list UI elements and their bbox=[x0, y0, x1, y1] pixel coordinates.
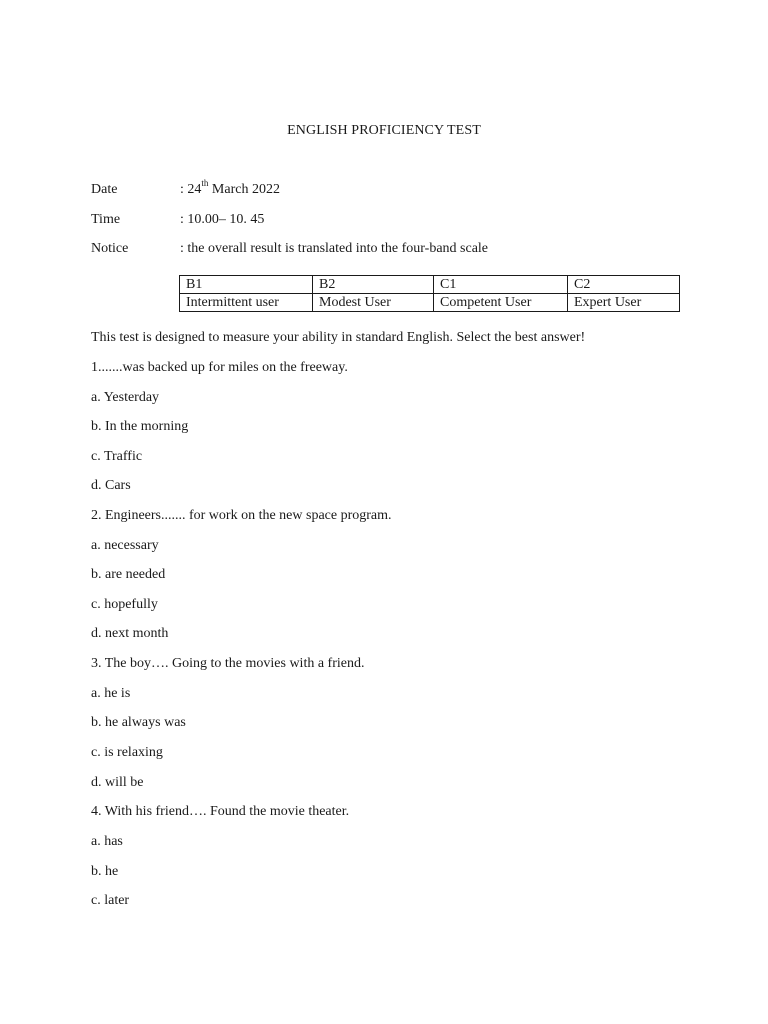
band-level-row bbox=[180, 276, 680, 294]
time-value: : 10.00– 10. 45 bbox=[180, 212, 265, 227]
band-description-row bbox=[180, 294, 680, 312]
band-level-cell: B2 bbox=[313, 276, 434, 294]
q2-option-c: c. hopefully bbox=[91, 597, 158, 612]
document-title: ENGLISH PROFICIENCY TEST bbox=[287, 123, 481, 138]
band-level-cell: C1 bbox=[434, 276, 568, 294]
q1-option-d: d. Cars bbox=[91, 478, 131, 493]
q2-option-b: b. are needed bbox=[91, 567, 166, 582]
question-2: 2. Engineers....... for work on the new space program. bbox=[91, 508, 392, 523]
q2-option-d: d. next month bbox=[91, 626, 169, 641]
band-description-cell: Intermittent user bbox=[180, 294, 313, 312]
date-value: : 24th March 2022 bbox=[180, 178, 280, 197]
q4-option-c: c. later bbox=[91, 893, 130, 908]
notice-label: Notice bbox=[91, 241, 129, 256]
notice-row bbox=[91, 239, 488, 259]
q1-option-a: a. Yesterday bbox=[91, 390, 160, 405]
q2-option-a: a. necessary bbox=[91, 538, 159, 553]
question-1: 1.......was backed up for miles on the freeway. bbox=[91, 360, 348, 375]
notice-value: : the overall result is translated into the four-band scale bbox=[180, 241, 489, 256]
q4-option-a: a. has bbox=[91, 834, 123, 849]
question-3: 3. The boy…. Going to the movies with a friend. bbox=[91, 656, 365, 671]
time-row bbox=[91, 210, 264, 230]
q1-option-c: c. Traffic bbox=[91, 449, 143, 464]
band-description-cell: Modest User bbox=[313, 294, 434, 312]
date-row bbox=[91, 180, 280, 200]
q4-option-b: b. he bbox=[91, 864, 119, 879]
band-description-cell: Competent User bbox=[434, 294, 568, 312]
instructions: This test is designed to measure your ability in standard English. Select the best answer! bbox=[91, 330, 586, 345]
q3-option-a: a. he is bbox=[91, 686, 131, 701]
band-scale-table bbox=[179, 275, 680, 312]
question-4: 4. With his friend…. Found the movie theater. bbox=[91, 804, 350, 819]
band-description-cell: Expert User bbox=[568, 294, 680, 312]
band-level-cell: C2 bbox=[568, 276, 680, 294]
date-label: Date bbox=[91, 182, 118, 197]
q3-option-c: c. is relaxing bbox=[91, 745, 163, 760]
time-label: Time bbox=[91, 212, 121, 227]
q1-option-b: b. In the morning bbox=[91, 419, 189, 434]
q3-option-b: b. he always was bbox=[91, 715, 186, 730]
q3-option-d: d. will be bbox=[91, 775, 144, 790]
band-level-cell: B1 bbox=[180, 276, 313, 294]
